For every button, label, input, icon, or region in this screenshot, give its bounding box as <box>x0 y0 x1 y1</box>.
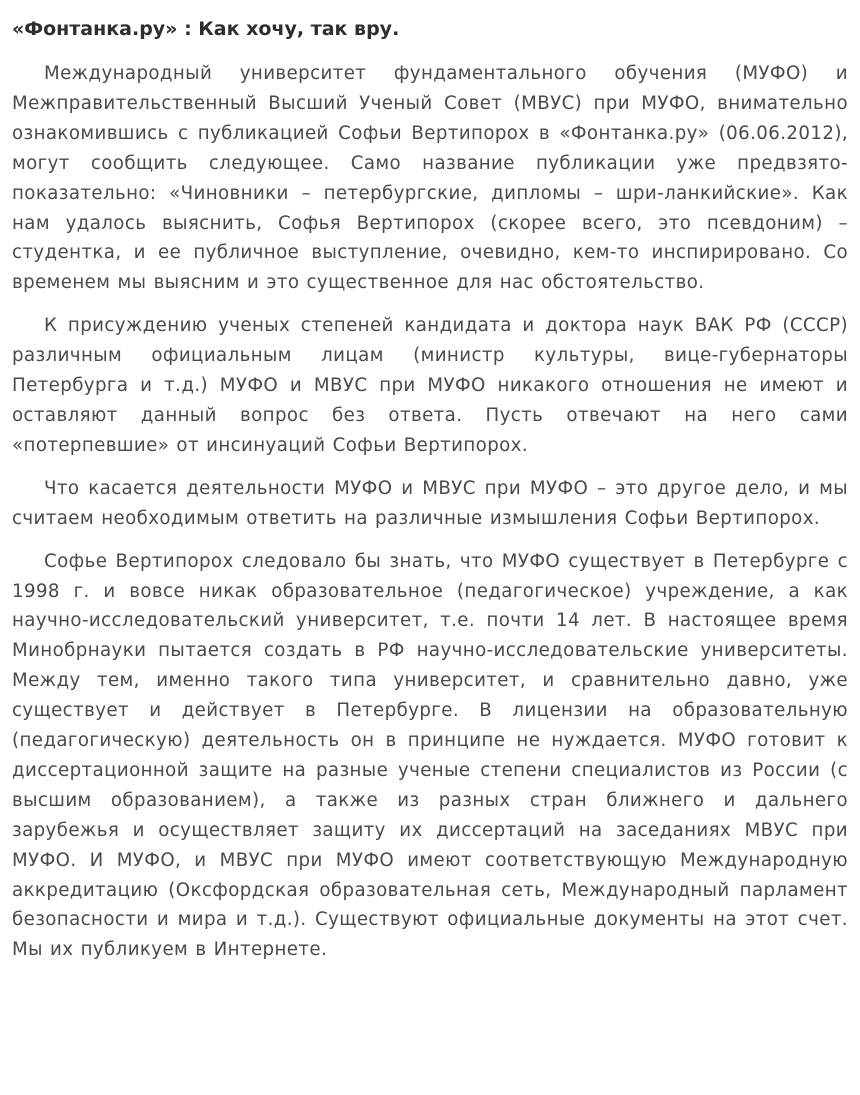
article-paragraph-2: К присуждению ученых степеней кандидата и доктора наук ВАК РФ (СССР) различным официальным лицам (министр культуры, вице-губернаторы Петербурга и т.д.) МУФО и МВУС при МУФО никакого отношения не имеют и оставляют данный вопрос без ответа. Пусть отвечают на него сами «потерпевшие» от инсинуаций Софьи Вертипорох. <box>12 315 848 456</box>
article-paragraph-4: Софье Вертипорох следовало бы знать, что МУФО существует в Петербурге с 1998 г. и вовсе никак образовательное (педагогическое) учреждение, а как научно-исследовательский университет, т.е. почти 14 лет. В настоящее время Минобрнауки пытается создать в РФ научно-исследовательские университеты. Между тем, именно такого типа университет, и сравнительно давно, уже существует и действует в Петербурге. В лицензии на образовательную (педагогическую) деятельность он в принципе не нуждается. МУФО готовит к диссертационной защите на разные ученые степени специалистов из России (с высшим образованием), а также из разных стран ближнего и дальнего зарубежья и осуществляет защиту их диссертаций на заседаниях МВУС при МУФО. И МУФО, и МВУС при МУФО имеют соответствующую Международную аккредитацию (Оксфордская образовательная сеть, Международный парламент безопасности и мира и т.д.). Существуют официальные документы на этот счет. Мы их публикуем в Интернете. <box>12 550 848 961</box>
article-paragraph-3: Что касается деятельности МУФО и МВУС при МУФО – это другое дело, и мы считаем необходимым ответить на различные измышления Софьи Вертипорох. <box>12 477 848 529</box>
article-paragraph-1: Международный университет фундаментального обучения (МУФО) и Межправительственный Высший Ученый Совет (МВУС) при МУФО, внимательно ознакомившись с публикацией Софьи Вертипорох в «Фонтанка.ру» (06.06.2012), могут сообщить следующее. Само название публикации уже предвзято-показательно: «Чиновники – петербургские, дипломы – шри-ланкийские». Как нам удалось выяснить, Софья Вертипорох (скорее всего, это псевдоним) – студентка, и ее публичное выступление, очевидно, кем-то инспирировано. Со временем мы выясним и это существенное для нас обстоятельство. <box>12 63 848 294</box>
article-title: «Фонтанка.ру» : Как хочу, так вру. <box>12 18 400 40</box>
